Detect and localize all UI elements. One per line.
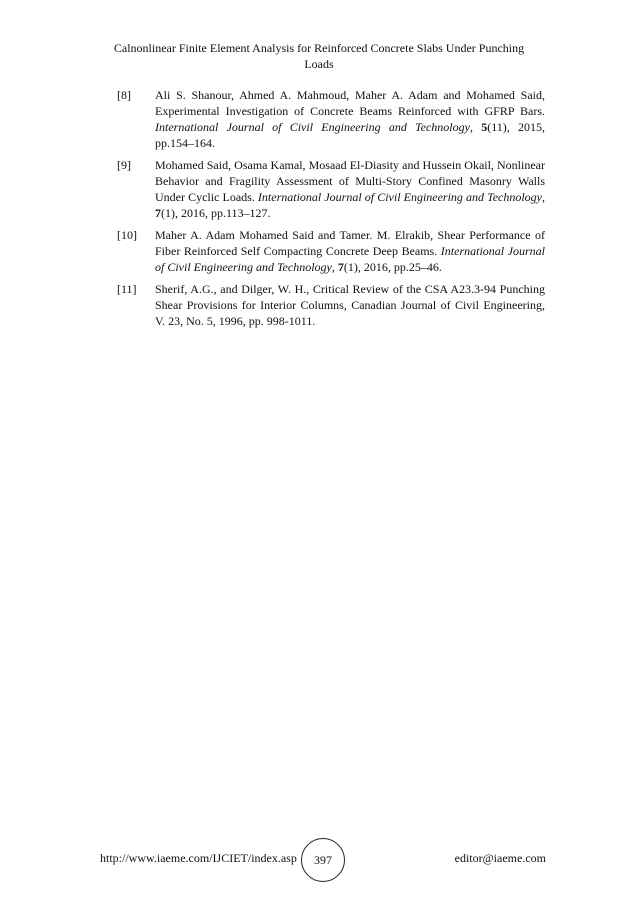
reference-authors-title: Maher A. Adam Mohamed Said and Tamer. M. Elrakib, Shear Performance of Fiber Reinforced Self Compacting Concrete Deep Beams. <box>155 228 545 258</box>
reference-issue-pages: (11), 2015, pp.154–164. <box>155 120 546 150</box>
page-number: 397 <box>314 852 332 867</box>
reference-number: [9] <box>117 158 131 172</box>
reference-text <box>155 87 545 151</box>
reference-authors-title: Ali S. Shanour, Ahmed A. Mahmoud, Maher A. Adam and Mohamed Said, Experimental Investigation of Concrete Beams Reinforced with GFRP Bars. <box>155 88 545 118</box>
reference-volume: 7 <box>155 206 161 220</box>
reference-text <box>155 157 545 221</box>
reference-number: [11] <box>117 282 137 296</box>
reference-separator: , <box>542 190 546 204</box>
page-footer <box>100 838 546 884</box>
reference-number: [10] <box>117 228 137 242</box>
reference-text: Sherif, A.G., and Dilger, W. H., Critical Review of the CSA A23.3-94 Punching Shear Provisions for Interior Columns, Canadian Journal of Civil Engineering, V. 23, No. 5, 1996, pp. 998-1011. <box>155 282 545 328</box>
header-title-line-1: Calnonlinear Finite Element Analysis for Reinforced Concrete Slabs Under Punching <box>113 41 525 55</box>
reference-number: [8] <box>117 88 131 102</box>
header-title-line-2: Loads <box>304 57 334 71</box>
reference-item-8 <box>117 87 545 151</box>
reference-volume: 7 <box>337 260 344 274</box>
footer-url-link[interactable]: http://www.iaeme.com/IJCIET/index.asp <box>100 851 297 865</box>
running-header <box>60 40 578 72</box>
reference-journal: International Journal of Civil Engineering and Technology <box>155 120 470 134</box>
reference-authors-title: Mohamed Said, Osama Kamal, Mosaad El-Diasity and Hussein Okail, Nonlinear Behavior and Fragility Assessment of Multi-Story Confined Masonry Walls Under Cyclic Loads. <box>155 158 545 204</box>
reference-issue-pages: (1), 2016, pp.25–46. <box>343 260 442 274</box>
footer-email-link[interactable]: editor@iaeme.com <box>454 851 546 865</box>
reference-separator: , <box>469 120 482 134</box>
reference-journal: International Journal of Civil Engineering and Technology <box>257 190 543 204</box>
reference-item-11 <box>117 281 545 329</box>
reference-text <box>155 227 545 275</box>
reference-list <box>117 87 545 335</box>
reference-journal: International Journal of Civil Engineering and Technology <box>155 244 546 274</box>
reference-volume: 5 <box>481 120 488 134</box>
reference-issue-pages: (1), 2016, pp.113–127. <box>161 206 271 220</box>
page-number-badge <box>301 838 345 882</box>
reference-separator: , <box>331 260 338 274</box>
reference-item-10 <box>117 227 545 275</box>
reference-item-9 <box>117 157 545 221</box>
